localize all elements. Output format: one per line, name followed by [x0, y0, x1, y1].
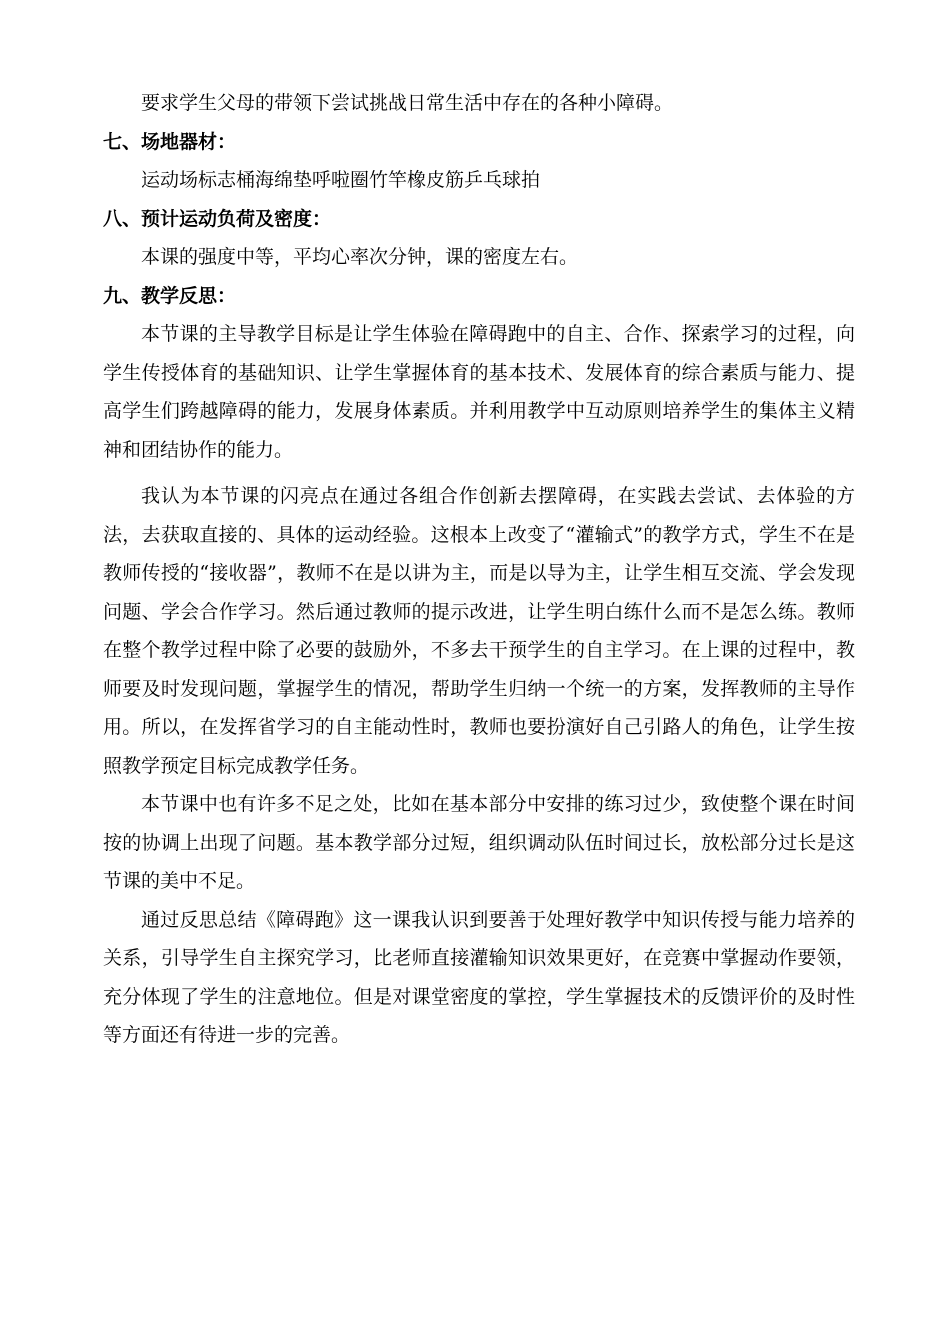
- reflection-paragraph-4: 通过反思总结《障碍跑》这一课我认识到要善于处理好教学中知识传授与能力培养的关系，引导学生自主探究学习，比老师直接灌输知识效果更好，在竞赛中掌握动作要领，充分体现了学生的注意地位。但是对课堂密度的掌控，学生掌握技术的反馈评价的及时性等方面还有待进一步的完善。: [103, 908, 855, 1046]
- section-8-body: 本课的强度中等，平均心率次分钟，课的密度左右。: [141, 246, 579, 268]
- section-7-body: 运动场标志桶海绵垫呼啦圈竹竿橡皮筋乒乓球拍: [141, 169, 541, 191]
- reflection-paragraph-1: 本节课的主导教学目标是让学生体验在障碍跑中的自主、合作、探索学习的过程，向学生传授体育的基础知识、让学生掌握体育的基本技术、发展体育的综合素质与能力、提高学生们跨越障碍的能力，发展身体素质。并利用教学中互动原则培养学生的集体主义精神和团结协作的能力。: [103, 323, 855, 461]
- reflection-paragraph-3: 本节课中也有许多不足之处，比如在基本部分中安排的练习过少，致使整个课在时间按的协调上出现了问题。基本教学部分过短，组织调动队伍时间过长，放松部分过长是这节课的美中不足。: [103, 793, 855, 892]
- intro-paragraph: 要求学生父母的带领下尝试挑战日常生活中存在的各种小障碍。: [141, 92, 674, 114]
- section-7-heading: 七、场地器材：: [103, 130, 237, 153]
- section-9-heading: 九、教学反思：: [103, 284, 237, 307]
- reflection-paragraph-2: 我认为本节课的闪亮点在通过各组合作创新去摆障碍，在实践去尝试、去体验的方法，去获取直接的、具体的运动经验。这根本上改变了“灌输式”的教学方式，学生不在是教师传授的“接收器”，教师不在是以讲为主，而是以导为主，让学生相互交流、学会发现问题、学会合作学习。然后通过教师的提示改进，让学生明白练什么而不是怎么练。教师在整个教学过程中除了必要的鼓励外，不多去干预学生的自主学习。在上课的过程中，教师要及时发现问题，掌握学生的情况，帮助学生归纳一个统一的方案，发挥教师的主导作用。所以，在发挥省学习的自主能动性时，教师也要扮演好自己引路人的角色，让学生按照教学预定目标完成教学任务。: [103, 485, 855, 777]
- section-8-heading: 八、预计运动负荷及密度：: [103, 207, 332, 230]
- paragraph-gap: [103, 469, 855, 477]
- document-page: [103, 84, 855, 1055]
